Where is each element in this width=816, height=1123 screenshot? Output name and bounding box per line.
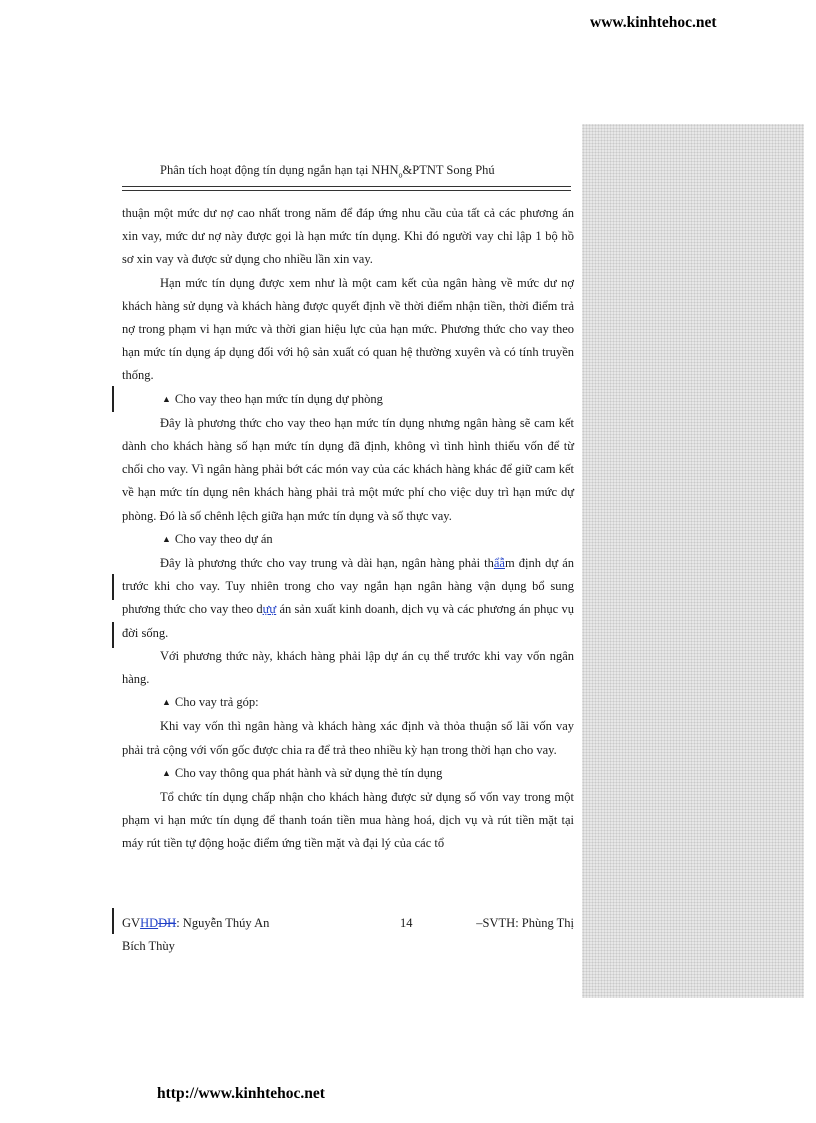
paragraph: Đây là phương thức cho vay theo hạn mức tín dụng nhưng ngân hàng sẽ cam kết dành cho khách hàng số hạn mức tín dụng đã định, không vì tình hình thiếu vốn để từ chối cho vay. Vì ngân hàng phải bớt các món vay của các khách hàng khác để giữ cam kết về hạn mức tín dụng nên khách hàng phải trả một mức phí cho việc duy trì hạn mức dự phòng. Đó là số chênh lệch giữa hạn mức tín dụng và số thực vay.: [122, 415, 574, 523]
tracked-mark: –: [476, 916, 483, 930]
paragraph: [122, 552, 574, 645]
bullet-text: Cho vay thông qua phát hành và sử dụng thẻ tín dụng: [174, 765, 443, 780]
change-bar: [112, 574, 114, 600]
header-title-suffix: &PTNT Song Phú: [402, 163, 495, 177]
bullet-text: Cho vay trả góp:: [174, 695, 259, 710]
footer-student-cont: Bích Thùy: [122, 939, 175, 953]
site-url-top[interactable]: www.kinhtehoc.net: [590, 14, 717, 31]
bullet-item: [122, 762, 574, 786]
change-bar: [112, 622, 114, 648]
change-bar: [112, 908, 114, 934]
page-number: 14: [400, 916, 413, 930]
bullet-item: [122, 528, 574, 552]
page-footer: [122, 912, 574, 958]
footer-student: [476, 912, 574, 935]
bullet-item: [122, 691, 574, 715]
text-run: m định dự án trước khi cho vay. Tuy nhiên trong cho vay ngắn hạn ngân hàng vận dụng bổ sung phương thức cho vay theo d: [122, 556, 574, 617]
paragraph: thuận một mức dư nợ cao nhất trong năm để đáp ứng nhu cầu của tất cả các phương án xin vay, mức dư nợ này được gọi là hạn mức tín dụng. Khi đó người vay chỉ lập 1 bộ hồ sơ xin vay và được sử dụng cho nhiều lần xin vay.: [122, 206, 574, 267]
comment-pane: [582, 124, 804, 998]
header-title-sub: o: [398, 170, 403, 180]
text-run: Đây là phương thức cho vay trung và dài hạn, ngân hàng phải th: [160, 556, 494, 571]
running-header: [160, 163, 570, 180]
header-rule: [122, 186, 571, 191]
triangle-bullet-icon: ▲: [162, 393, 171, 404]
site-url-bottom[interactable]: http://www.kinhtehoc.net: [157, 1085, 325, 1102]
footer-advisor: [122, 912, 269, 935]
tracked-change[interactable]: ẩẫ: [493, 556, 505, 571]
bullet-text: Cho vay theo dự án: [174, 531, 273, 546]
change-bar: [112, 386, 114, 412]
triangle-bullet-icon: ▲: [162, 697, 171, 708]
paragraph: Khi vay vốn thì ngân hàng và khách hàng xác định và thỏa thuận số lãi vốn vay phải trả cộng với vốn gốc được chia ra để trả theo nhiều kỳ hạn trong thời hạn cho vay.: [122, 719, 574, 757]
header-title-prefix: Phân tích hoạt động tín dụng ngắn hạn tại NHN: [160, 163, 399, 177]
paragraph: Hạn mức tín dụng được xem như là một cam kết của ngân hàng về mức dư nợ khách hàng sử dụng và khách hàng được quyết định về thời điểm nhận tiền, thời điểm trả nợ trong phạm vi hạn mức và thời gian hiệu lực của hạn mức. Phương thức cho vay theo hạn mức tín dụng áp dụng đối với hộ sản xuất có quan hệ thường xuyên và có tính truyền thống.: [122, 275, 574, 383]
tracked-insertion[interactable]: HD: [140, 916, 159, 930]
document-body: [122, 202, 574, 856]
paragraph: Tổ chức tín dụng chấp nhận cho khách hàng được sử dụng số vốn vay trong một phạm vi hạn mức tín dụng để thanh toán tiền mua hàng hoá, dịch vụ và rút tiền mặt tại máy rút tiền tự động hoặc điểm ứng tiền mặt và đại lý của các tổ: [122, 790, 574, 851]
text-run: án sản xuất kinh doanh, dịch vụ và các phương án phục vụ đời sống.: [122, 602, 574, 640]
bullet-text: Cho vay theo hạn mức tín dụng dự phòng: [174, 391, 383, 406]
advisor-name: : Nguyễn Thúy An: [176, 916, 270, 930]
triangle-bullet-icon: ▲: [162, 767, 171, 778]
advisor-prefix: GV: [122, 916, 141, 930]
triangle-bullet-icon: ▲: [162, 533, 171, 544]
tracked-change[interactable]: ựự: [262, 602, 277, 617]
tracked-deletion[interactable]: DH: [158, 916, 177, 930]
bullet-item: [122, 388, 574, 412]
student-label: SVTH: Phùng Thị: [482, 916, 574, 930]
paragraph: Với phương thức này, khách hàng phải lập dự án cụ thể trước khi vay vốn ngân hàng.: [122, 648, 574, 687]
